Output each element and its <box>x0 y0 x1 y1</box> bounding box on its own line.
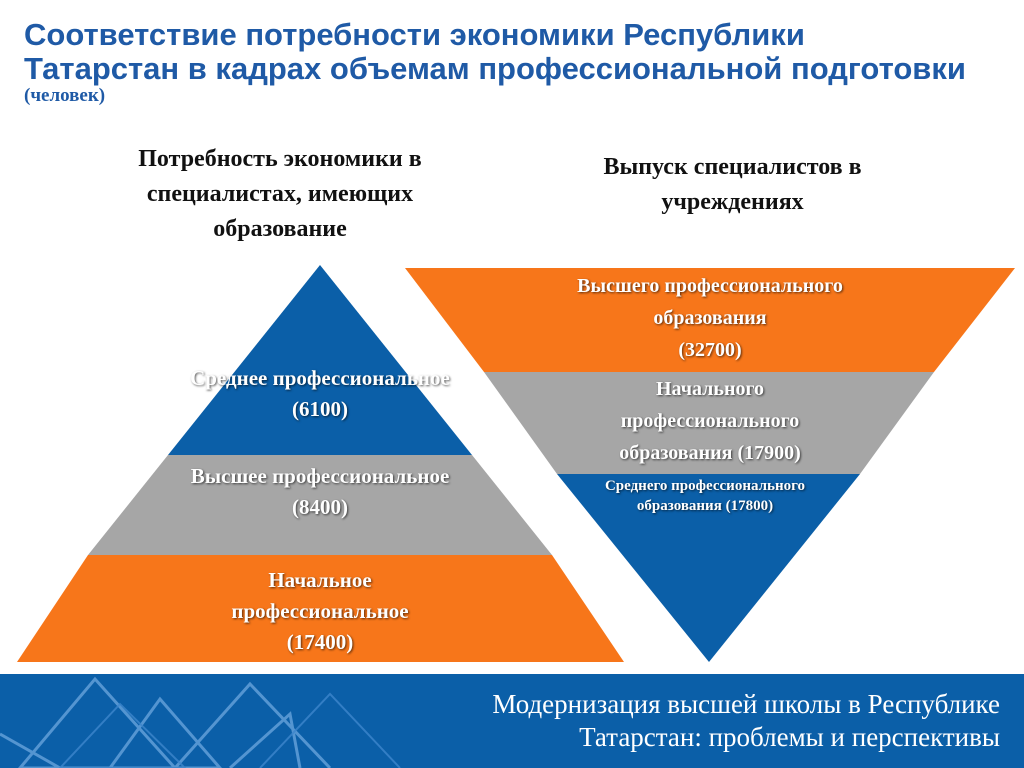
level-name: Высшее профессиональное <box>190 464 450 488</box>
level-name: Начальное профессиональное <box>231 568 409 623</box>
level-value: (17900) <box>737 442 801 464</box>
footer-banner <box>0 674 1024 768</box>
level-value: (17400) <box>286 630 354 654</box>
level-value: (17800) <box>725 498 774 514</box>
funnel-middle-label <box>570 373 850 469</box>
level-name: Высшего профессионального образования <box>577 275 843 329</box>
level-name: Начального профессионального образования <box>619 378 800 464</box>
title-unit: (человек) <box>24 85 106 106</box>
pyramid-bottom-label <box>190 565 450 658</box>
title-line-1: Соответствие потребности экономики Республики <box>24 17 805 52</box>
funnel-bottom-label <box>600 476 810 516</box>
footer-line-2: Татарстан: проблемы и перспективы <box>579 722 1000 752</box>
title-line-2: Татарстан в кадрах объемам профессиональной подготовки <box>24 51 966 86</box>
level-value: (6100) <box>292 397 348 421</box>
level-name: Среднего профессионального образования <box>604 478 806 514</box>
right-column-heading: Выпуск специалистов в учреждениях <box>603 154 862 215</box>
decorative-triangles-graphic <box>0 674 420 768</box>
level-name: Среднее профессиональное <box>190 366 450 390</box>
level-value: (8400) <box>292 495 348 519</box>
funnel-top-label <box>525 270 895 366</box>
pyramid-middle-label <box>190 461 450 523</box>
footer-caption <box>492 688 1000 754</box>
pyramid-top-label <box>180 363 460 425</box>
left-column-heading: Потребность экономики в специалистах, имеющих образование <box>138 146 422 242</box>
level-value: (32700) <box>678 339 742 361</box>
footer-line-1: Модернизация высшей школы в Республике <box>492 689 1000 719</box>
